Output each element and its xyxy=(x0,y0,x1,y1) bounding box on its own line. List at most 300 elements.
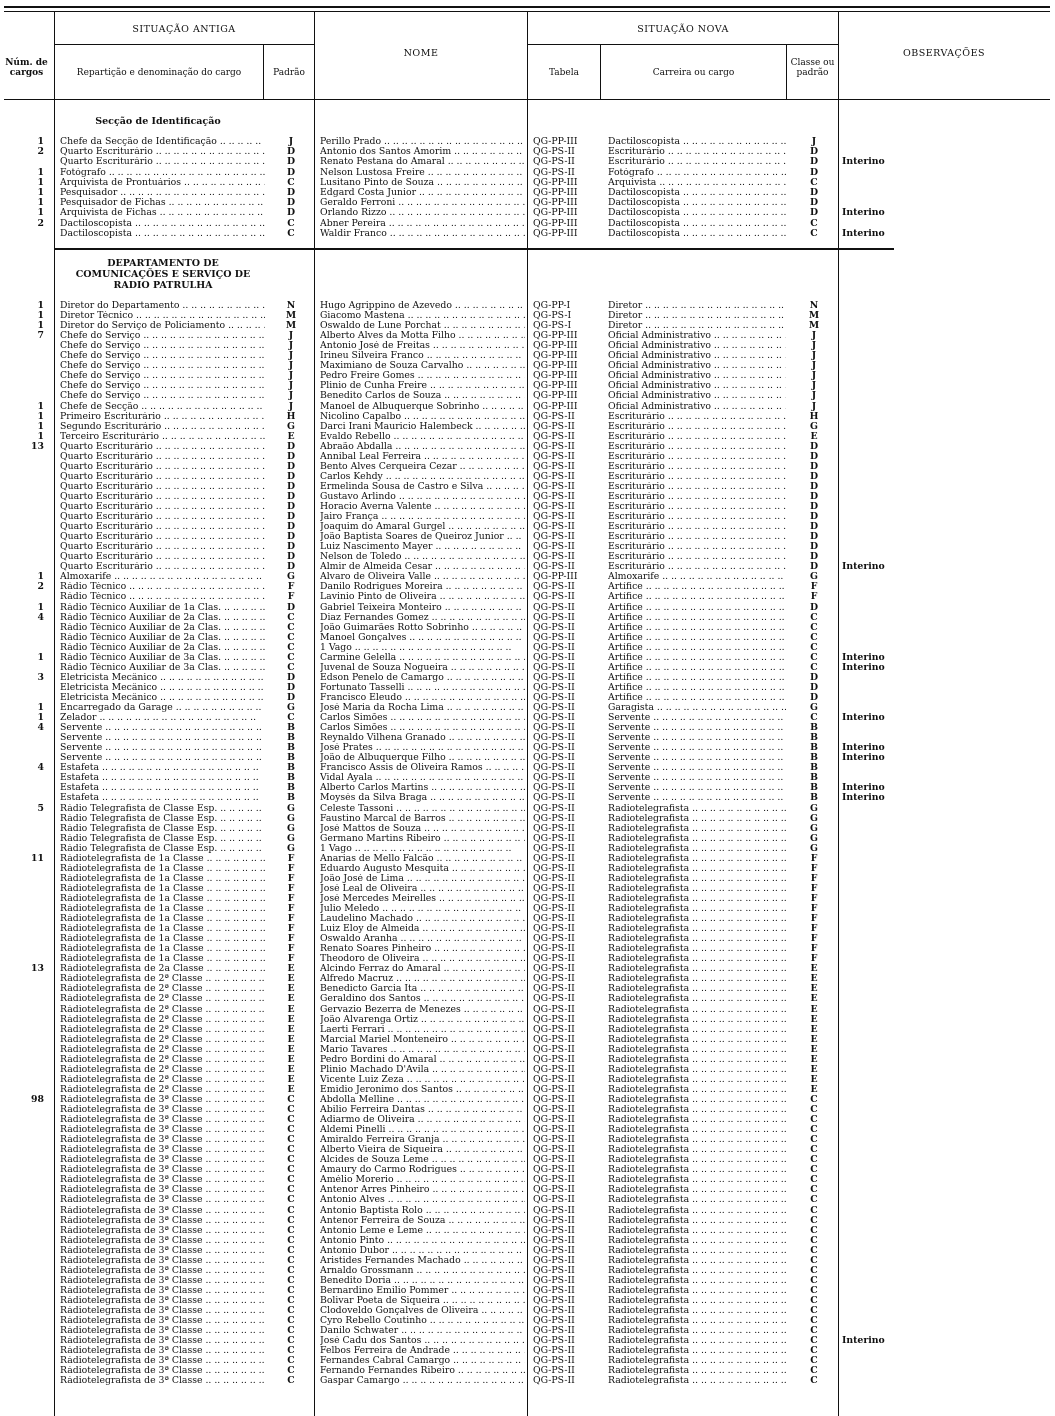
tabela-cell: QG-PP-III xyxy=(533,208,578,219)
header-num-cargos: Núm. de cargos xyxy=(5,58,48,78)
classe-cell: C xyxy=(810,1094,818,1105)
tabela-cell: QG-PP-III xyxy=(533,228,578,239)
padrao-cell: C xyxy=(287,1175,295,1186)
reparticao-cell: Chefe do Serviço .. .. xyxy=(60,381,265,391)
table-row xyxy=(0,1346,1055,1356)
nome-cell: Marcial Mariel Monteneiro .. .. xyxy=(320,1035,525,1045)
tabela-cell: QG-PS-II xyxy=(533,1155,575,1166)
nome-cell: Amélio Morerio .. .. xyxy=(320,1175,525,1185)
table-row xyxy=(0,663,1055,673)
padrao-cell: J xyxy=(288,371,294,382)
padrao-cell: J xyxy=(288,361,294,372)
tabela-cell: QG-PS-II xyxy=(533,984,575,995)
table-row xyxy=(0,864,1055,874)
tabela-cell: QG-PS-II xyxy=(533,552,575,563)
classe-cell: D xyxy=(809,491,819,502)
header-rule xyxy=(54,44,314,45)
table-row xyxy=(0,1005,1055,1015)
padrao-cell: C xyxy=(287,1306,295,1316)
carreira-cell: Radiotelegrafista .. .. xyxy=(608,954,786,964)
nome-cell: Celeste Tassoni .. .. xyxy=(320,804,525,814)
num-cargos-cell: 11 xyxy=(31,853,44,864)
nome-cell: Aldemi Pinelli .. .. xyxy=(320,1125,525,1135)
padrao-cell: C xyxy=(287,1165,295,1176)
padrao-cell: F xyxy=(287,944,295,955)
table-row xyxy=(0,804,1055,814)
carreira-cell: Servente .. .. xyxy=(608,733,786,743)
table-row xyxy=(0,984,1055,994)
num-cargos-cell: 1 xyxy=(37,713,44,724)
padrao-cell: C xyxy=(287,1336,295,1347)
padrao-cell: H xyxy=(286,411,296,422)
nome-cell: Nelson Lustosa Freire .. .. xyxy=(320,168,525,178)
carreira-cell: Radiotelegrafista .. .. xyxy=(608,1065,786,1075)
carreira-cell: Radiotelegrafista .. .. xyxy=(608,1125,786,1135)
padrao-cell: C xyxy=(287,1316,295,1327)
table-row xyxy=(0,198,1055,208)
table-row xyxy=(0,147,1055,157)
table-row xyxy=(0,331,1055,341)
table-row xyxy=(0,1125,1055,1135)
nome-cell: José Leal de Oliveira .. .. xyxy=(320,884,525,894)
carreira-cell: Escriturário .. .. xyxy=(608,422,786,432)
tabela-cell: QG-PP-III xyxy=(533,341,578,352)
tabela-cell: QG-PS-II xyxy=(533,662,575,673)
table-row xyxy=(0,442,1055,452)
table-row xyxy=(0,934,1055,944)
tabela-cell: QG-PS-II xyxy=(533,994,575,1005)
carreira-cell: Artífice .. .. xyxy=(608,653,786,663)
padrao-cell: C xyxy=(287,1195,295,1206)
tabela-cell: QG-PS-II xyxy=(533,441,575,452)
reparticao-cell: Rádio Telegrafista de Classe Esp. .. .. xyxy=(60,834,265,844)
reparticao-cell: Servente .. .. xyxy=(60,733,265,743)
nome-cell: Carlos Kehdy .. .. xyxy=(320,472,525,482)
table-row xyxy=(0,422,1055,432)
tabela-cell: QG-PS-II xyxy=(533,1205,575,1216)
padrao-cell: F xyxy=(287,904,295,914)
tabela-cell: QG-PP-III xyxy=(533,177,578,188)
nome-cell: Antonio Baptista Rolo .. .. xyxy=(320,1206,525,1216)
reparticao-cell: Rádiotelegrafista de 3ª Classe .. .. xyxy=(60,1306,265,1316)
nome-cell: Alberto Alves da Motta Filho .. .. xyxy=(320,331,525,341)
table-row xyxy=(0,552,1055,562)
reparticao-cell: Rádiotelegrafista de 1a Classe .. .. xyxy=(60,864,265,874)
num-cargos-cell: 1 xyxy=(37,421,44,432)
tabela-cell: QG-PP-III xyxy=(533,572,578,583)
classe-cell: C xyxy=(810,228,818,239)
padrao-cell: C xyxy=(287,1326,295,1337)
carreira-cell: Radiotelegrafista .. .. xyxy=(608,1075,786,1085)
classe-cell: G xyxy=(810,833,818,844)
tabela-cell: QG-PS-II xyxy=(533,1336,575,1347)
carreira-cell: Radiotelegrafista .. .. xyxy=(608,844,786,854)
table-row xyxy=(0,723,1055,733)
padrao-cell: C xyxy=(287,662,295,673)
classe-cell: C xyxy=(810,1145,818,1156)
reparticao-cell: Rádio Técnico .. .. xyxy=(60,592,265,602)
table-row xyxy=(0,402,1055,412)
classe-cell: F xyxy=(810,944,818,955)
padrao-cell: B xyxy=(287,753,295,764)
padrao-cell: E xyxy=(287,1034,295,1045)
tabela-cell: QG-PP-III xyxy=(533,351,578,362)
table-row xyxy=(0,1055,1055,1065)
table-row xyxy=(0,613,1055,623)
reparticao-cell: Rádiotelegrafista de 3ª Classe .. .. xyxy=(60,1095,265,1105)
reparticao-cell: Chefe do Serviço .. .. xyxy=(60,341,265,351)
table-row xyxy=(0,1316,1055,1326)
header-tabela: Tabela xyxy=(548,68,579,78)
table-row xyxy=(0,824,1055,834)
table-row xyxy=(0,834,1055,844)
classe-cell: C xyxy=(810,1306,818,1316)
tabela-cell: QG-PS-II xyxy=(533,863,575,874)
padrao-cell: D xyxy=(286,502,296,512)
padrao-cell: F xyxy=(287,954,295,965)
classe-cell: C xyxy=(810,1356,818,1367)
table-row xyxy=(0,1226,1055,1236)
nome-cell: Geraldo Ferroni .. .. xyxy=(320,198,525,208)
padrao-cell: G xyxy=(287,813,295,824)
padrao-cell: E xyxy=(287,1054,295,1065)
classe-cell: F xyxy=(810,592,818,603)
nome-cell: Oswaldo Aranha .. .. xyxy=(320,934,525,944)
classe-cell: C xyxy=(810,1326,818,1337)
classe-cell: D xyxy=(809,441,819,452)
classe-cell: J xyxy=(811,137,817,147)
nome-cell: Irineu Silveira Franco .. .. xyxy=(320,351,525,361)
carreira-cell: Radiotelegrafista .. .. xyxy=(608,1256,786,1266)
tabela-cell: QG-PS-II xyxy=(533,753,575,764)
reparticao-cell: Pesquisador de Fichas .. .. xyxy=(60,198,265,208)
padrao-cell: N xyxy=(286,301,296,311)
reparticao-cell: Rádiotelegrafista de 3ª Classe .. .. xyxy=(60,1276,265,1286)
classe-cell: E xyxy=(810,1014,818,1025)
nome-cell: Gabriel Teixeira Monteiro .. .. xyxy=(320,603,525,613)
nome-cell: Almir de Almeida Cesar .. .. xyxy=(320,562,525,572)
classe-cell: E xyxy=(810,974,818,985)
table-row xyxy=(0,1025,1055,1035)
nome-cell: Lusitano Pinto de Souza .. .. xyxy=(320,178,525,188)
carreira-cell: Escriturário .. .. xyxy=(608,442,786,452)
tabela-cell: QG-PS-II xyxy=(533,743,575,754)
nome-cell: Anarias de Mello Falcão .. .. xyxy=(320,854,525,864)
reparticao-cell: Eletricista Mecânico .. .. xyxy=(60,673,265,683)
padrao-cell: B xyxy=(287,793,295,804)
classe-cell: F xyxy=(810,883,818,894)
carreira-cell: Radiotelegrafista .. .. xyxy=(608,1155,786,1165)
reparticao-cell: Rádiotelegrafista de 2ª Classe .. .. xyxy=(60,994,265,1004)
table-row xyxy=(0,219,1055,229)
tabela-cell: QG-PS-II xyxy=(533,411,575,422)
classe-cell: C xyxy=(810,1205,818,1216)
reparticao-cell: Rádiotelegrafista de 1a Classe .. .. xyxy=(60,904,265,914)
nome-cell: Luiz Eloy de Almeida .. .. xyxy=(320,924,525,934)
table-row xyxy=(0,954,1055,964)
classe-cell: D xyxy=(809,532,819,543)
nome-cell: Francisco Eleudo .. .. xyxy=(320,693,525,703)
nome-cell: João José de Lima .. .. xyxy=(320,874,525,884)
table-row xyxy=(0,452,1055,462)
tabela-cell: QG-PS-II xyxy=(533,157,575,168)
classe-cell: J xyxy=(811,361,817,372)
carreira-cell: Radiotelegrafista .. .. xyxy=(608,944,786,954)
carreira-cell: Escriturário .. .. xyxy=(608,452,786,462)
classe-cell: E xyxy=(810,1024,818,1035)
classe-cell: M xyxy=(808,311,820,322)
classe-cell: C xyxy=(810,1376,818,1387)
classe-cell: B xyxy=(810,763,818,774)
table-row xyxy=(0,522,1055,532)
carreira-cell: Escriturário .. .. xyxy=(608,462,786,472)
padrao-cell: C xyxy=(287,1255,295,1266)
padrao-cell: G xyxy=(287,823,295,834)
tabela-cell: QG-PS-II xyxy=(533,632,575,643)
tabela-cell: QG-PP-III xyxy=(533,198,578,209)
nome-cell: Benedicto Garcia Ita .. .. xyxy=(320,984,525,994)
nome-cell: José Mattos de Souza .. .. xyxy=(320,824,525,834)
num-cargos-cell: 2 xyxy=(37,582,44,593)
classe-cell: D xyxy=(809,672,819,683)
reparticao-cell: Rádio Técnico Auxiliar de 2a Clas. .. .. xyxy=(60,643,265,653)
reparticao-cell: Rádiotelegrafista de 1a Classe .. .. xyxy=(60,884,265,894)
nome-cell: Pedro Freire Gomes .. .. xyxy=(320,371,525,381)
carreira-cell: Radiotelegrafista .. .. xyxy=(608,1085,786,1095)
table-row xyxy=(0,1366,1055,1376)
padrao-cell: J xyxy=(288,401,294,412)
carreira-cell: Dactiloscopista .. .. xyxy=(608,198,786,208)
num-cargos-cell: 7 xyxy=(37,331,44,342)
table-row xyxy=(0,1256,1055,1266)
reparticao-cell: Estafeta .. .. xyxy=(60,773,265,783)
classe-cell: B xyxy=(810,773,818,784)
carreira-cell: Artífice .. .. xyxy=(608,592,786,602)
reparticao-cell: Chefe do Serviço .. .. xyxy=(60,391,265,401)
nome-cell: Manoel de Albuquerque Sobrinho .. .. xyxy=(320,402,525,412)
padrao-cell: E xyxy=(287,1004,295,1015)
classe-cell: E xyxy=(810,431,818,442)
nome-cell: Nelson de Toledo .. .. xyxy=(320,552,525,562)
header-bottom-rule xyxy=(4,99,1050,100)
carreira-cell: Radiotelegrafista .. .. xyxy=(608,914,786,924)
carreira-cell: Servente .. .. xyxy=(608,723,786,733)
carreira-cell: Radiotelegrafista .. .. xyxy=(608,1005,786,1015)
padrao-cell: J xyxy=(288,381,294,392)
carreira-cell: Artífice .. .. xyxy=(608,623,786,633)
nome-cell: Alcides de Souza Leme .. .. xyxy=(320,1155,525,1165)
nome-cell: João Baptista Soares de Queiroz Junior .. .. xyxy=(320,532,525,542)
carreira-cell: Radiotelegrafista .. .. xyxy=(608,1286,786,1296)
reparticao-cell: Rádiotelegrafista de 1a Classe .. .. xyxy=(60,944,265,954)
carreira-cell: Radiotelegrafista .. .. xyxy=(608,884,786,894)
carreira-cell: Radiotelegrafista .. .. xyxy=(608,804,786,814)
carreira-cell: Radiotelegrafista .. .. xyxy=(608,1376,786,1386)
table-row xyxy=(0,1015,1055,1025)
classe-cell: C xyxy=(810,1215,818,1226)
carreira-cell: Radiotelegrafista .. .. xyxy=(608,1216,786,1226)
padrao-cell: F xyxy=(287,914,295,925)
nome-cell: Maximiano de Souza Carvalho .. .. xyxy=(320,361,525,371)
classe-cell: C xyxy=(810,642,818,653)
classe-cell: C xyxy=(810,1245,818,1256)
carreira-cell: Radiotelegrafista .. .. xyxy=(608,1015,786,1025)
padrao-cell: C xyxy=(287,622,295,633)
tabela-cell: QG-PS-II xyxy=(533,823,575,834)
classe-cell: J xyxy=(811,331,817,342)
tabela-cell: QG-PS-II xyxy=(533,1054,575,1065)
nome-cell: Abner Pereira .. .. xyxy=(320,219,525,229)
tabela-cell: QG-PS-II xyxy=(533,612,575,623)
classe-cell: C xyxy=(810,632,818,643)
reparticao-cell: Estafeta .. .. xyxy=(60,763,265,773)
tabela-cell: QG-PS-II xyxy=(533,1004,575,1015)
tabela-cell: QG-PP-III xyxy=(533,401,578,412)
reparticao-cell: Rádio Técnico Auxiliar de 3a Clas. .. .. xyxy=(60,663,265,673)
carreira-cell: Radiotelegrafista .. .. xyxy=(608,1035,786,1045)
table-row xyxy=(0,673,1055,683)
tabela-cell: QG-PS-II xyxy=(533,914,575,925)
tabela-cell: QG-PS-II xyxy=(533,421,575,432)
reparticao-cell: Rádiotelegrafista de 3ª Classe .. .. xyxy=(60,1286,265,1296)
carreira-cell: Artífice .. .. xyxy=(608,603,786,613)
table-row xyxy=(0,974,1055,984)
carreira-cell: Servente .. .. xyxy=(608,753,786,763)
table-row xyxy=(0,178,1055,188)
num-cargos-cell: 1 xyxy=(37,311,44,322)
observacoes-cell: Interino xyxy=(842,793,885,804)
classe-cell: C xyxy=(810,1125,818,1136)
nome-cell: Faustino Marcal de Barros .. .. xyxy=(320,814,525,824)
tabela-cell: QG-PP-III xyxy=(533,381,578,392)
tabela-cell: QG-PS-II xyxy=(533,793,575,804)
nome-cell: Abdolla Melline .. .. xyxy=(320,1095,525,1105)
carreira-cell: Radiotelegrafista .. .. xyxy=(608,874,786,884)
table-row xyxy=(0,137,1055,147)
nome-cell: Julio Meledo .. .. xyxy=(320,904,525,914)
tabela-cell: QG-PS-II xyxy=(533,1235,575,1246)
tabela-cell: QG-PS-II xyxy=(533,1366,575,1377)
classe-cell: J xyxy=(811,371,817,382)
classe-cell: C xyxy=(810,1275,818,1286)
reparticao-cell: Dactiloscopista .. .. xyxy=(60,219,265,229)
padrao-cell: C xyxy=(287,1105,295,1115)
padrao-cell: D xyxy=(286,562,296,573)
nome-cell: Emidio Jeronimo dos Santos .. .. xyxy=(320,1085,525,1095)
padrao-cell: F xyxy=(287,853,295,864)
table-row xyxy=(0,351,1055,361)
tabela-cell: QG-PP-I xyxy=(533,301,571,311)
classe-cell: C xyxy=(810,1316,818,1327)
classe-cell: G xyxy=(810,823,818,834)
tabela-cell: QG-PS-II xyxy=(533,1165,575,1176)
tabela-cell: QG-PS-II xyxy=(533,481,575,492)
carreira-cell: Arquivista .. .. xyxy=(608,178,786,188)
padrao-cell: E xyxy=(287,994,295,1005)
tabela-cell: QG-PP-III xyxy=(533,218,578,229)
nome-cell: Antenor Ferreira de Souza .. .. xyxy=(320,1216,525,1226)
nome-cell: Reynaldo Vilhena Granado .. .. xyxy=(320,733,525,743)
nome-cell: Luiz Nascimento Mayer .. .. xyxy=(320,542,525,552)
carreira-cell: Dactiloscopista .. .. xyxy=(608,137,786,147)
padrao-cell: C xyxy=(287,1125,295,1136)
table-row xyxy=(0,462,1055,472)
nome-cell: Abraão Abdalla .. .. xyxy=(320,442,525,452)
classe-cell: J xyxy=(811,351,817,362)
padrao-cell: D xyxy=(286,532,296,543)
table-row xyxy=(0,1165,1055,1175)
nome-cell: João Guimarães Rotto Sobrinho .. .. xyxy=(320,623,525,633)
nome-cell: Laudelino Machado .. .. xyxy=(320,914,525,924)
padrao-cell: B xyxy=(287,743,295,754)
padrao-cell: M xyxy=(285,311,297,322)
nome-cell: Renato Soares Pinheiro .. .. xyxy=(320,944,525,954)
header-reparticao: Repartição e denominação do cargo xyxy=(76,68,242,78)
section-divider xyxy=(54,248,894,250)
table-row xyxy=(0,562,1055,572)
nome-cell: Orlando Rizzo .. .. xyxy=(320,208,525,218)
nome-cell: Annibal Leal Ferreira .. .. xyxy=(320,452,525,462)
reparticao-cell: Diretor do Serviço de Policiamento .. .. xyxy=(60,321,265,331)
num-cargos-cell: 1 xyxy=(37,703,44,713)
tabela-cell: QG-PS-II xyxy=(533,532,575,543)
tabela-cell: QG-PS-II xyxy=(533,1135,575,1146)
carreira-cell: Radiotelegrafista .. .. xyxy=(608,1236,786,1246)
table-row xyxy=(0,683,1055,693)
table-row xyxy=(0,854,1055,864)
reparticao-cell: Quarto Escriturário .. .. xyxy=(60,562,265,572)
classe-cell: F xyxy=(810,582,818,593)
classe-cell: C xyxy=(810,1346,818,1357)
num-cargos-cell: 2 xyxy=(37,147,44,158)
carreira-cell: Radiotelegrafista .. .. xyxy=(608,1025,786,1035)
table-row xyxy=(0,1286,1055,1296)
classe-cell: F xyxy=(810,924,818,935)
padrao-cell: D xyxy=(286,198,296,209)
observacoes-cell: Interino xyxy=(842,743,885,754)
classe-cell: C xyxy=(810,177,818,188)
tabela-cell: QG-PS-II xyxy=(533,893,575,904)
tabela-cell: QG-PS-II xyxy=(533,803,575,814)
table-row xyxy=(0,1085,1055,1095)
carreira-cell: Servente .. .. xyxy=(608,743,786,753)
carreira-cell: Servente .. .. xyxy=(608,783,786,793)
classe-cell: G xyxy=(810,703,818,713)
padrao-cell: C xyxy=(287,1356,295,1367)
carreira-cell: Oficial Administrativo .. .. xyxy=(608,361,786,371)
tabela-cell: QG-PS-II xyxy=(533,974,575,985)
tabela-cell: QG-PP-III xyxy=(533,391,578,402)
nome-cell: Antonio dos Santos Amorim .. .. xyxy=(320,147,525,157)
tabela-cell: QG-PS-II xyxy=(533,733,575,744)
tabela-cell: QG-PS-II xyxy=(533,592,575,603)
padrao-cell: J xyxy=(288,331,294,342)
num-cargos-cell: 1 xyxy=(37,431,44,442)
num-cargos-cell: 4 xyxy=(37,612,44,623)
carreira-cell: Escriturário .. .. xyxy=(608,147,786,157)
nome-cell: Perillo Prado .. .. xyxy=(320,137,525,147)
padrao-cell: C xyxy=(287,1245,295,1256)
classe-cell: C xyxy=(810,1295,818,1306)
reparticao-cell: Rádiotelegrafista de 3ª Classe .. .. xyxy=(60,1115,265,1125)
nome-cell: Mario Tavares .. .. xyxy=(320,1045,525,1055)
classe-cell: F xyxy=(810,904,818,914)
padrao-cell: F xyxy=(287,924,295,935)
padrao-cell: F xyxy=(287,883,295,894)
carreira-cell: Radiotelegrafista .. .. xyxy=(608,1276,786,1286)
tabela-cell: QG-PS-II xyxy=(533,1044,575,1055)
table-row xyxy=(0,1266,1055,1276)
